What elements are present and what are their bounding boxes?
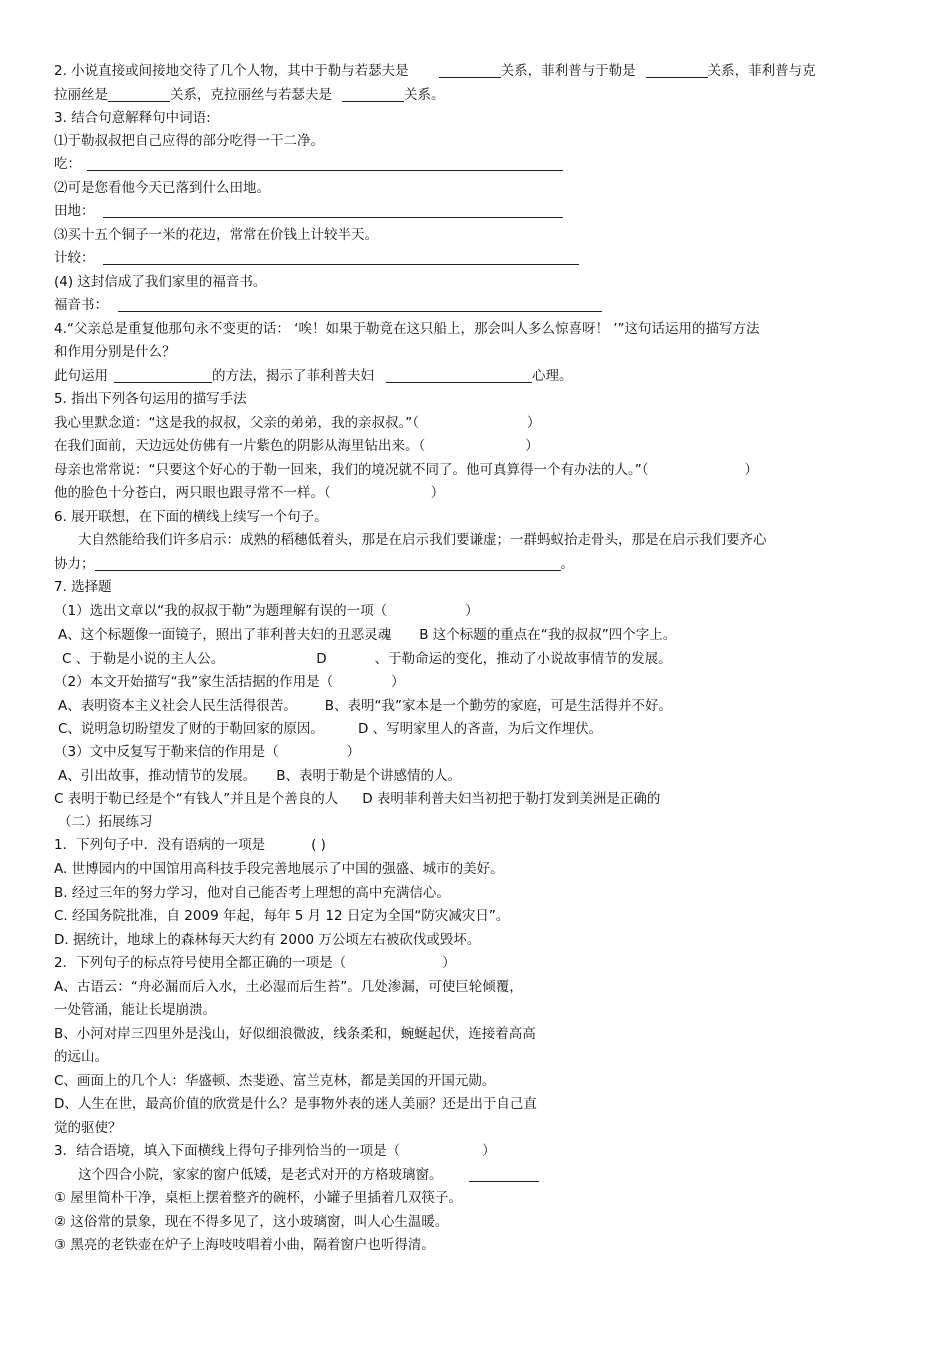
- q7-paren-close-3: ）: [346, 744, 361, 760]
- q7-paren-close-1: ）: [465, 603, 479, 619]
- q7-1-option-c[interactable]: C 、于勒是小说的主人公。: [62, 651, 225, 667]
- ext-q3-context-text: 这个四合小院，家家的窗户低矮，是老式对开的方格玻璃窗。: [78, 1167, 443, 1183]
- q3-word-1: 吃：: [54, 156, 81, 172]
- q4-text-d: 的方法，揭示了菲利普夫妇: [212, 368, 374, 384]
- q5-item-2-text: 在我们面前，天边远处仿佛有一片紫色的阴影从海里钻出来。（: [54, 438, 426, 454]
- ext-q3-text: 3．结合语境，填入下面横线上得句子排列恰当的一项是（: [54, 1143, 401, 1159]
- q5-paren-close-1: ）: [527, 415, 541, 431]
- q7-part-2-text: （2）本文开始描写“我”家生活拮据的作用是（: [54, 674, 334, 690]
- q7-part-2: [54, 673, 405, 691]
- ext-q2-option-b-2[interactable]: 的远山。: [54, 1049, 108, 1065]
- ext-q1-option-a[interactable]: A. 世博园内的中国馆用高科技手段完善地展示了中国的强盛、城市的美好。: [54, 861, 504, 877]
- q2-line-2: [54, 86, 445, 104]
- q3-sentence-3: ⑶买十五个铜子一米的花边，常常在价钱上计较半天。: [54, 227, 378, 243]
- ext-q2-option-d-2[interactable]: 觉的驱使？: [54, 1120, 122, 1136]
- q3-word-2: 田地：: [54, 203, 95, 219]
- q4-line-2: 和作用分别是什么？: [54, 344, 176, 360]
- q3-answer-4: [54, 296, 602, 314]
- ext-q1-option-b[interactable]: B. 经过三年的努力学习，他对自己能否考上理想的高中充满信心。: [54, 885, 450, 901]
- q7-2-options-ab: [58, 697, 672, 715]
- q7-1-option-d-letter[interactable]: D: [316, 651, 327, 667]
- q2-text-e: 关系，克拉丽丝与若瑟夫是: [170, 87, 332, 103]
- q7-1-option-b[interactable]: B 这个标题的重点在“我的叔叔”四个字上。: [419, 627, 677, 643]
- ext-q2-option-c[interactable]: C、画面上的几个人：华盛顿、杰斐逊、富兰克林，都是美国的开国元勋。: [54, 1073, 496, 1089]
- q6-answer-line[interactable]: [95, 556, 561, 571]
- q5-item-4: [54, 484, 444, 502]
- q3-title: 3. 结合句意解释句中词语:: [54, 110, 211, 126]
- extension-section-title: （二）拓展练习: [58, 814, 153, 830]
- q3-sentence-2: ⑵可是您看他今天已落到什么田地。: [54, 180, 270, 196]
- ext-q2-option-a-2[interactable]: 一处管涌，能让长堤崩溃。: [54, 1002, 216, 1018]
- q2-text-c: 关系，菲利普与克: [707, 63, 816, 79]
- q5-item-1-text: 我心里默念道：“这是我的叔叔，父亲的弟弟，我的亲叔叔。”（: [54, 415, 419, 431]
- q4-line-3: [54, 367, 573, 385]
- q2-blank-1[interactable]: [439, 63, 501, 78]
- q4-text-c: 此句运用: [54, 368, 108, 384]
- q3-answer-line-4[interactable]: [118, 297, 602, 312]
- q7-part-1-text: （1）选出文章以“我的叔叔于勒”为题理解有误的一项（: [54, 603, 388, 619]
- q7-2-option-a[interactable]: A、表明资本主义社会人民生活得很苦。: [58, 698, 297, 714]
- q5-item-2: [54, 437, 539, 455]
- q7-paren-close-2: ）: [391, 674, 405, 690]
- q7-2-options-cd: [58, 720, 602, 738]
- ext-q3-blank[interactable]: [469, 1167, 539, 1182]
- ext-q1-answer[interactable]: ( ): [311, 837, 326, 853]
- q2-text-f: 关系。: [404, 87, 445, 103]
- q7-2-option-b[interactable]: B、表明“我”家本是一个勤劳的家庭，可是生活得并不好。: [324, 698, 672, 714]
- ext-q3-context: [78, 1166, 539, 1184]
- ext-q1-option-d[interactable]: D. 据统计，地球上的森林每天大约有 2000 万公顷左右被砍伐或毁坏。: [54, 932, 481, 948]
- q5-item-3-text: 母亲也常常说：“只要这个好心的于勒一回来，我们的境况就不同了。他可真算得一个有办法的人。”（: [54, 462, 649, 478]
- q3-word-3: 计较：: [54, 250, 95, 266]
- q2-text-a: 2. 小说直接或间接地交待了几个人物，其中于勒与若瑟夫是: [54, 63, 409, 79]
- q7-part-3-text: （3）文中反复写于勒来信的作用是（: [54, 744, 279, 760]
- q2-blank-4[interactable]: [342, 87, 404, 102]
- q7-1-option-d[interactable]: 、于勒命运的变化，推动了小说故事情节的发展。: [374, 651, 672, 667]
- q7-3-options-cd: [54, 790, 660, 808]
- q7-1-options-ab: [58, 626, 676, 644]
- q4-line-1: 4.“父亲总是重复他那句永不变更的话： ‘唉！如果于勒竟在这只船上，那会叫人多么惊喜呀！ ’”这句话运用的描写方法: [54, 321, 760, 337]
- ext-q3-paren-close: ）: [482, 1143, 496, 1159]
- q3-answer-1: [54, 155, 563, 173]
- q5-item-4-text: 他的脸色十分苍白，两只眼也跟寻常不一样。（: [54, 485, 331, 501]
- q7-3-option-c[interactable]: C 表明于勒已经是个“有钱人”并且是个善良的人: [54, 791, 339, 807]
- q2-text-d: 拉丽丝是: [54, 87, 108, 103]
- q7-2-option-d[interactable]: D 、写明家里人的吝啬，为后文作埋伏。: [357, 721, 603, 737]
- q7-title: 7. 选择题: [54, 579, 112, 595]
- q4-blank-1[interactable]: [114, 368, 212, 383]
- ext-q3: [54, 1142, 496, 1160]
- q3-answer-2: [54, 202, 563, 220]
- q2-blank-3[interactable]: [108, 87, 170, 102]
- q3-answer-line-2[interactable]: [103, 203, 563, 218]
- q5-item-1: [54, 414, 541, 432]
- q2-blank-2[interactable]: [646, 63, 708, 78]
- q2-text-b: 关系，菲利普与于勒是: [500, 63, 636, 79]
- ext-q3-option-1: ① 屋里简朴干净，桌柜上摆着整齐的碗杯，小罐子里插着几双筷子。: [54, 1190, 462, 1206]
- ext-q2-option-a-1[interactable]: A、古语云：“舟必漏而后入水，土必湿而后生苔”。几处渗漏，可使巨轮倾覆，: [54, 979, 523, 995]
- ext-q3-option-2: ② 这俗常的景象，现在不得多见了，这小玻璃窗，叫人心生温暖。: [54, 1214, 449, 1230]
- q5-title: 5. 指出下列各句运用的描写手法: [54, 391, 247, 407]
- q7-3-option-d[interactable]: D 表明菲利普夫妇当初把于勒打发到美洲是正确的: [362, 791, 661, 807]
- q6-period: 。: [560, 556, 574, 572]
- ext-q2-paren-close: ）: [442, 955, 456, 971]
- ext-q1: [54, 836, 326, 854]
- ext-q2-option-b-1[interactable]: B、小河对岸三四里外是浅山，好似细浪微波，线条柔和，蜿蜒起伏，连接着高高: [54, 1026, 536, 1042]
- q2-line-1: [54, 62, 816, 80]
- q7-3-options-ab: [58, 767, 461, 785]
- q7-1-options-cd: [62, 650, 672, 668]
- q3-answer-line-3[interactable]: [103, 250, 579, 265]
- ext-q1-option-c[interactable]: C. 经国务院批准，自 2009 年起，每年 5 月 12 日定为全国“防灾减灾日”。: [54, 908, 510, 924]
- ext-q2-text: 2．下列句子的标点符号使用全都正确的一项是（: [54, 955, 347, 971]
- q5-item-3: [54, 461, 758, 479]
- ext-q2: [54, 954, 456, 972]
- q4-blank-2[interactable]: [386, 368, 532, 383]
- q7-1-option-a[interactable]: A、这个标题像一面镜子，照出了菲利普夫妇的丑恶灵魂: [58, 627, 392, 643]
- q7-part-1: [54, 602, 479, 620]
- q4-text-e: 心理。: [532, 368, 573, 384]
- q5-paren-close-2: ）: [525, 438, 539, 454]
- q6-prompt: 大自然能给我们许多启示：成熟的稻穗低着头，那是在启示我们要谦虚；一群蚂蚁抬走骨头，那是在启示我们要齐心: [78, 532, 767, 548]
- q7-2-option-c[interactable]: C、说明急切盼望发了财的于勒回家的原因。: [58, 721, 324, 737]
- q6-answer: [54, 555, 574, 573]
- q7-part-3: [54, 743, 360, 761]
- q7-3-option-b[interactable]: B、表明于勒是个讲感情的人。: [276, 768, 462, 784]
- q7-3-option-a[interactable]: A、引出故事，推动情节的发展。: [58, 768, 257, 784]
- q6-title: 6. 展开联想，在下面的横线上续写一个句子。: [54, 509, 328, 525]
- q3-sentence-4: (4) 这封信成了我们家里的福音书。: [54, 274, 267, 290]
- q3-answer-line-1[interactable]: [87, 156, 563, 171]
- q3-word-4: 福音书：: [54, 297, 108, 313]
- q3-sentence-1: ⑴于勒叔叔把自己应得的部分吃得一干二净。: [54, 133, 324, 149]
- q6-text-xieli: 协力；: [54, 556, 95, 572]
- q5-paren-close-4: ）: [430, 485, 445, 501]
- ext-q2-option-d-1[interactable]: D、人生在世，最高价值的欣赏是什么？是事物外表的迷人美丽？还是出于自己直: [54, 1096, 537, 1112]
- ext-q3-option-3: ③ 黑亮的老铁壶在炉子上海吱吱唱着小曲，隔着窗户也听得清。: [54, 1237, 435, 1253]
- ext-q1-text: 1．下列句子中．没有语病的一项是: [54, 837, 266, 853]
- q5-paren-close-3: ）: [744, 462, 758, 478]
- q3-answer-3: [54, 249, 579, 267]
